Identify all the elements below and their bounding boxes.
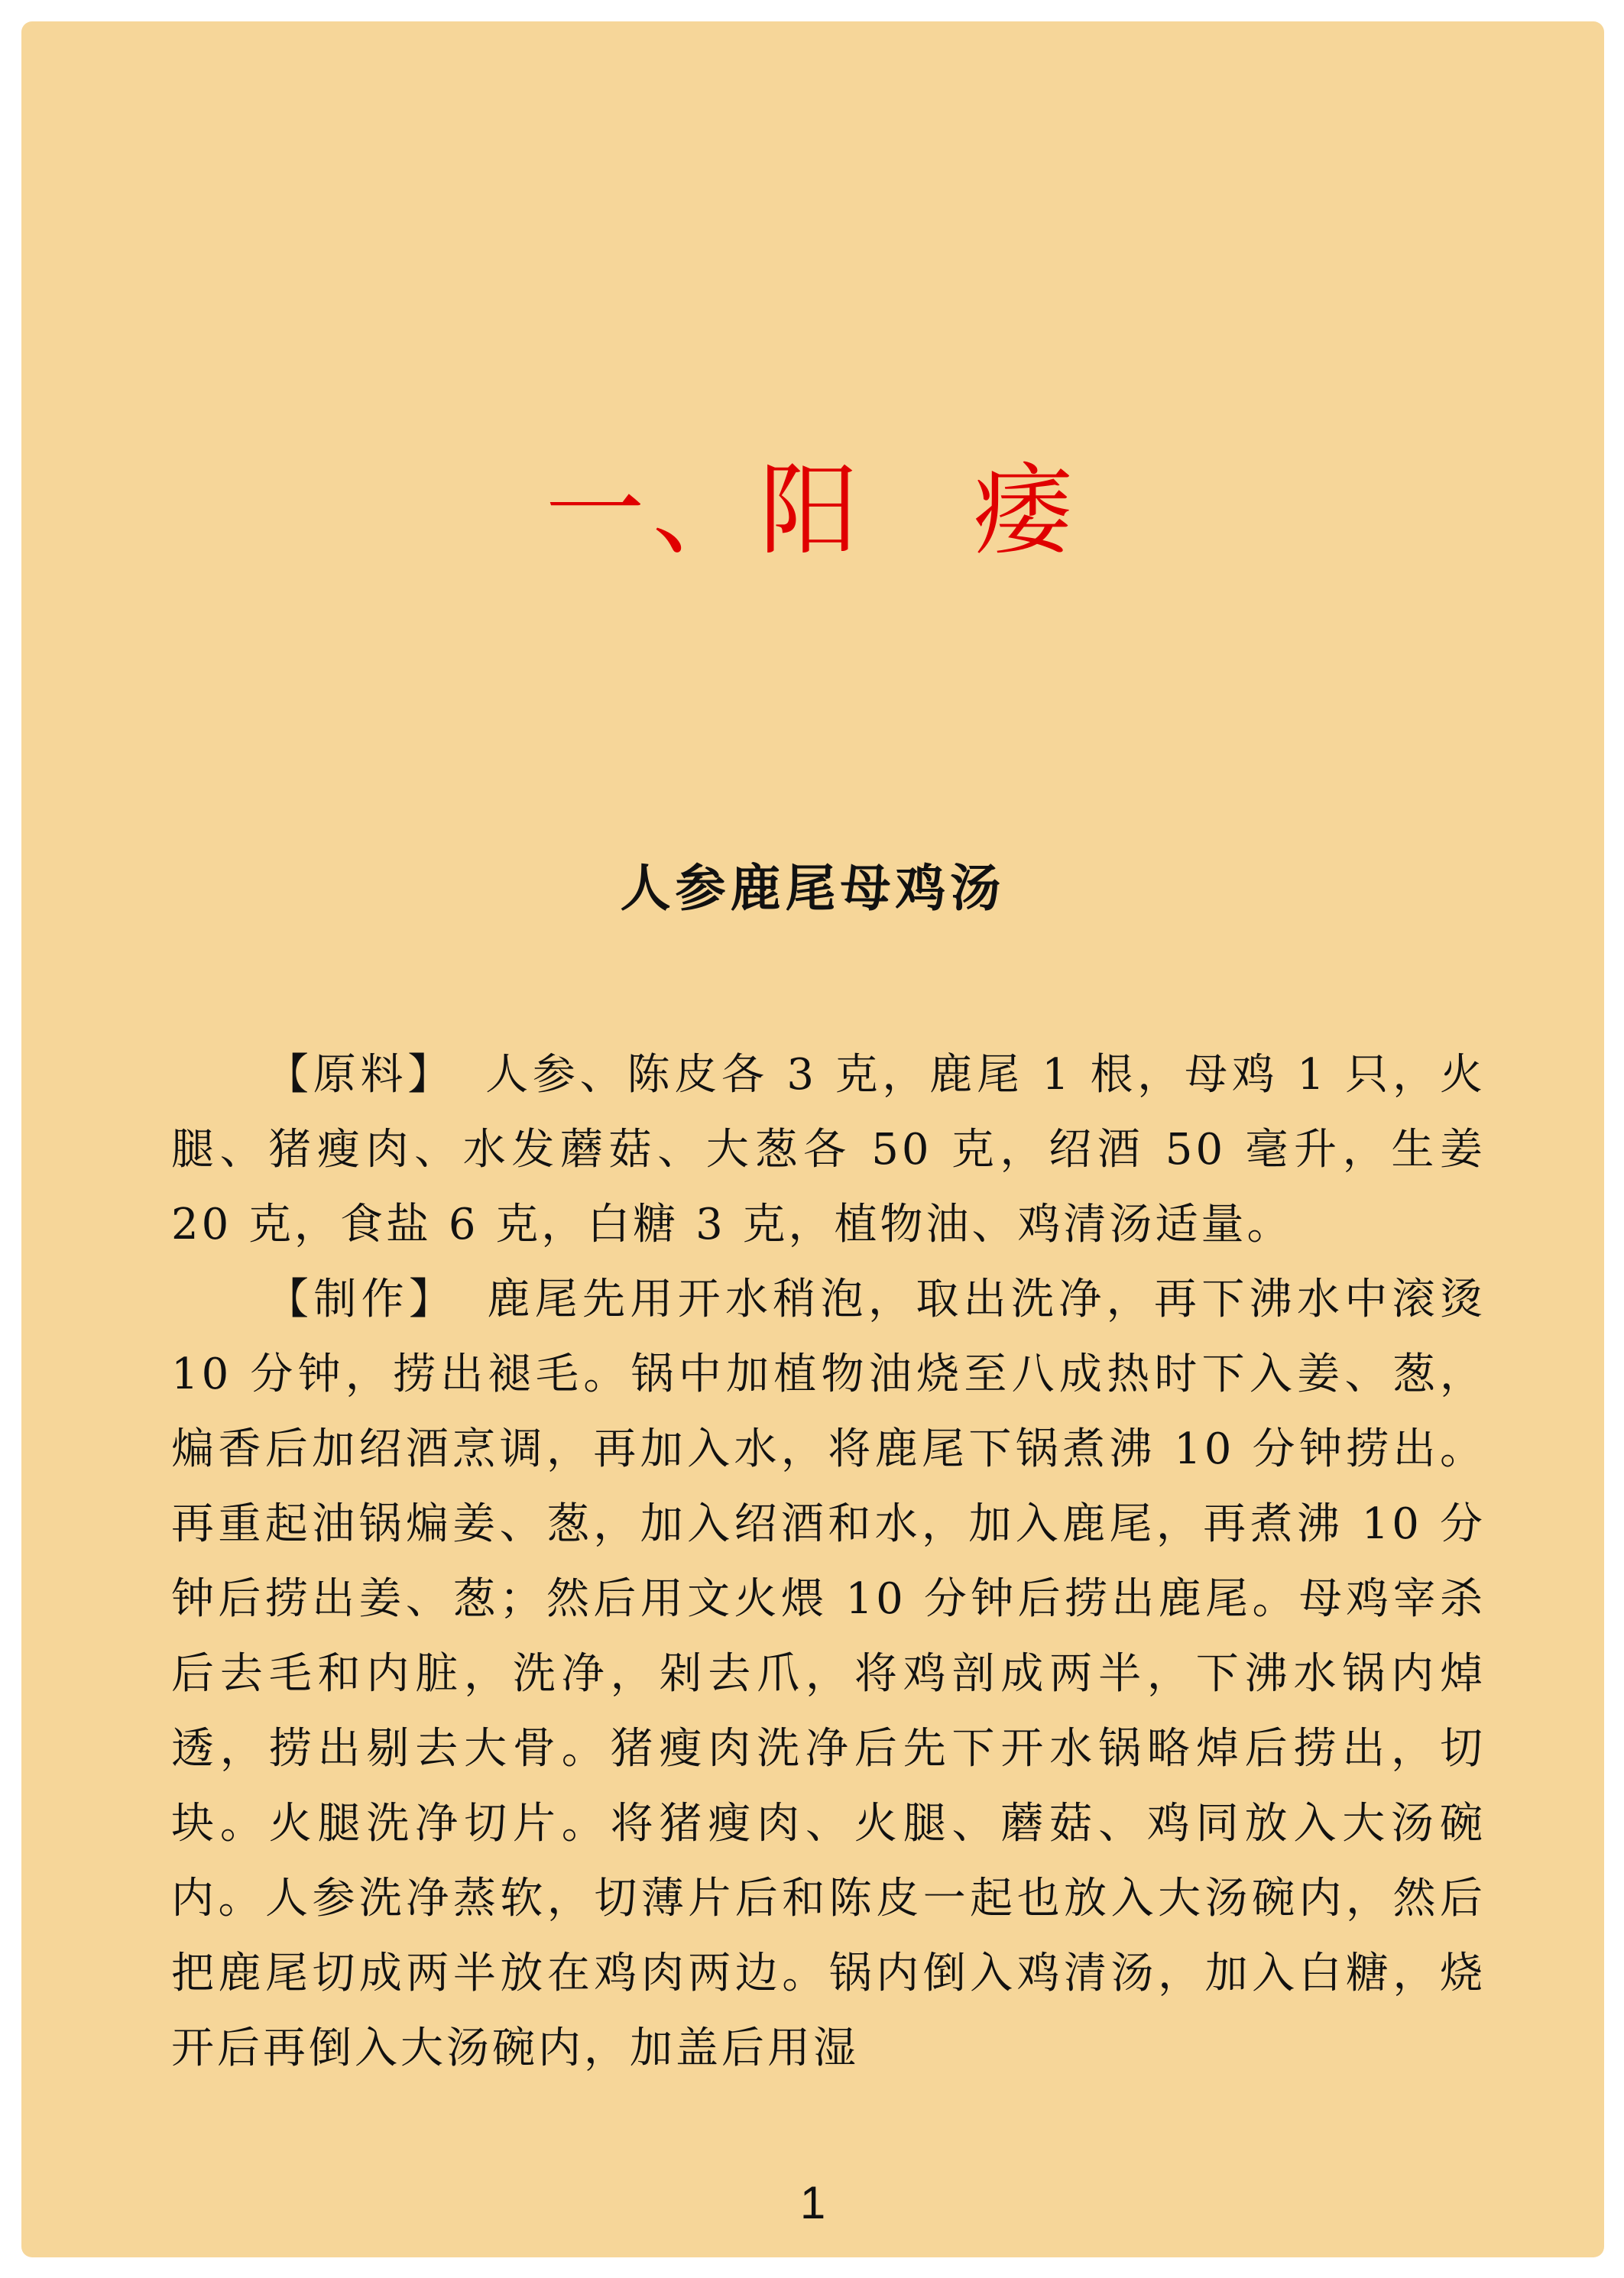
recipe-title: 人参鹿尾母鸡汤 bbox=[620, 859, 1006, 918]
preparation-text: 鹿尾先用开水稍泡，取出洗净，再下沸水中滚烫 10 分钟，捞出褪毛。锅中加植物油烧至八成热时下入姜、葱，煸香后加绍酒烹调，再加入水，将鹿尾下锅煮沸 10 分钟捞出。再重起油锅煸姜、葱，加入绍酒和水，加入鹿尾，再煮沸 10 分钟后捞出姜、葱；然后用文火煨 10 分钟后捞出鹿尾。母鸡宰杀后去毛和内脏，洗净，剁去爪，将鸡剖成两半，下沸水锅内焯透，捞出剔去大骨。猪瘦肉洗净后先下开水锅略焯后捞出，切块。火腿洗净切片。将猪瘦肉、火腿、蘑菇、鸡同放入大汤碗内。人参洗净蒸软，切薄片后和陈皮一起也放入大汤碗内，然后把鹿尾切成两半放在鸡肉两边。锅内倒入鸡清汤，加入白糖，烧开后再倒入大汤碗内，加盖后用湿 bbox=[171, 1275, 1486, 2073]
ingredients-text: 人参、陈皮各 3 克，鹿尾 1 根，母鸡 1 只，火腿、猪瘦肉、水发蘑菇、大葱各 50 克，绍酒 50 毫升，生姜 20 克，食盐 6 克，白糖 3 克，植物油、鸡清汤适量。 bbox=[171, 1050, 1486, 1249]
page-number: 1 bbox=[799, 2177, 826, 2228]
ingredients-tag: 【原料】 bbox=[266, 1050, 455, 1100]
preparation-paragraph bbox=[171, 1262, 1486, 2086]
recipe-body bbox=[171, 1038, 1486, 2086]
document-page bbox=[21, 21, 1604, 2257]
preparation-tag: 【制作】 bbox=[266, 1275, 457, 1324]
ingredients-paragraph bbox=[171, 1038, 1486, 1262]
chapter-title: 一、阳 痿 bbox=[545, 452, 1081, 569]
